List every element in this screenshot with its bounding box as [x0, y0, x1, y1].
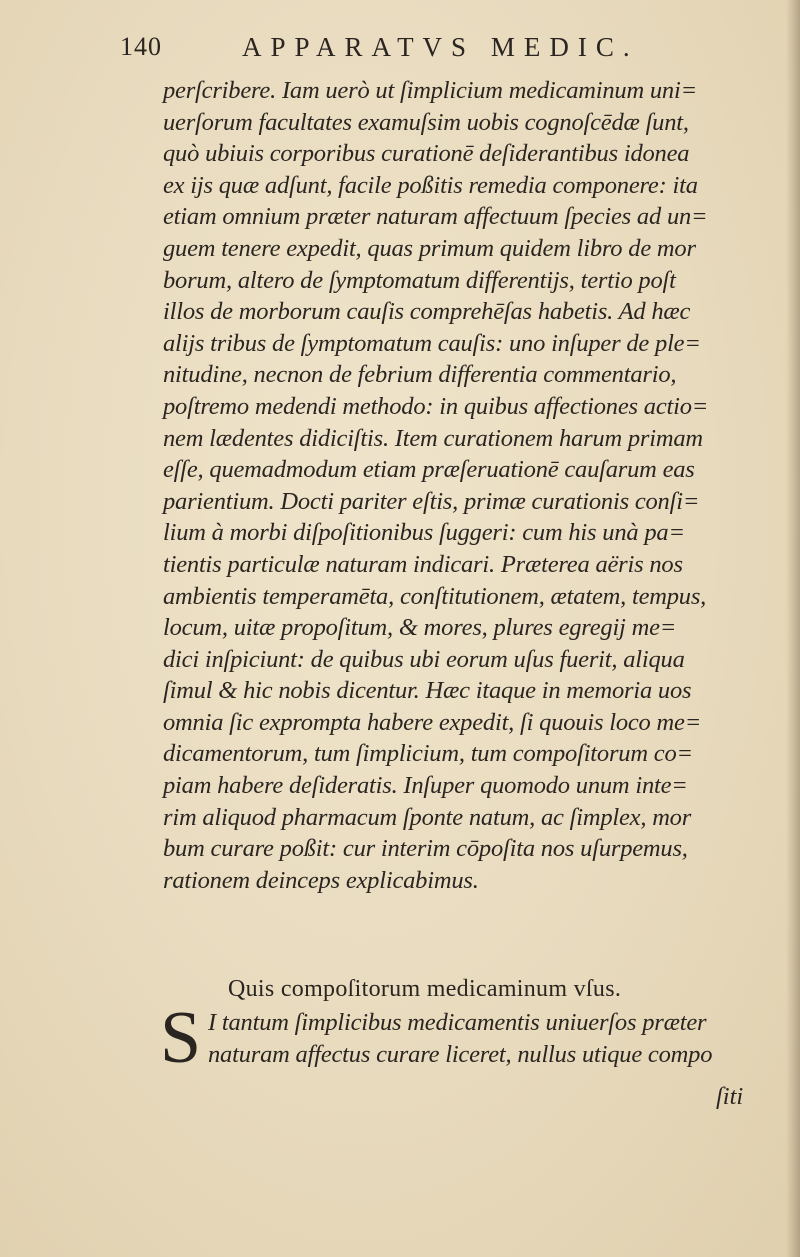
page-header [120, 32, 700, 72]
text-line: etiam omnium præter naturam affectuum ſpecies ad un= [163, 203, 708, 231]
body-text [163, 75, 763, 896]
running-head: APPARATVS MEDIC. [242, 32, 639, 62]
text-line: tientis particulæ naturam indicari. Præterea aëris nos [163, 550, 683, 578]
text-line: piam habere deſideratis. Inſuper quomodo unum inte= [163, 772, 688, 800]
text-line: locum, uitæ propoſitum, & mores, plures egregij me= [163, 614, 677, 642]
text-line: borum, altero de ſymptomatum differentijs, tertio poſt [163, 266, 676, 294]
text-line: eſſe, quemadmodum etiam præſeruationē cauſarum eas [163, 456, 695, 484]
text-line: bum curare poßit: cur interim cōpoſita nos uſurpemus, [163, 835, 688, 863]
text-line: nem lædentes didiciſtis. Item curationem harum primam [163, 424, 703, 452]
text-line: parientium. Docti pariter eſtis, primæ curationis conſi= [163, 487, 700, 515]
text-line: dicamentorum, tum ſimplicium, tum compoſitorum co= [163, 740, 693, 768]
text-line: omnia ſic exprompta habere expedit, ſi quouis loco me= [163, 708, 702, 736]
text-line: ambientis temperamēta, conſtitutionem, ætatem, tempus, [163, 582, 707, 610]
text-line: naturam affectus curare liceret, nullus utique compo [208, 1040, 713, 1068]
text-line: nitudine, necnon de febrium differentia commentario, [163, 361, 677, 389]
catchword: ſiti [716, 1083, 744, 1110]
text-line: guem tenere expedit, quas primum quidem libro de mor [163, 234, 696, 262]
second-paragraph [208, 1007, 768, 1070]
text-line: rim aliquod pharmacum ſponte natum, ac ſimplex, mor [163, 803, 692, 831]
text-line: quò ubiuis corporibus curationē deſiderantibus idonea [163, 140, 690, 168]
text-line: perſcribere. Iam uerò ut ſimplicium medicaminum uni= [163, 77, 697, 104]
text-line: poſtremo medendi methodo: in quibus affectiones actio= [163, 392, 709, 420]
text-line: alijs tribus de ſymptomatum cauſis: uno inſuper de ple= [163, 329, 701, 357]
text-line: ſimul & hic nobis dicentur. Hæc itaque in memoria uos [163, 677, 692, 705]
text-line: dici inſpiciunt: de quibus ubi eorum uſus fuerit, aliqua [163, 645, 685, 673]
text-line: I tantum ſimplicibus medicamentis uniuerſos præter [208, 1009, 707, 1036]
page-edge-shadow [786, 0, 800, 1257]
page-number: 140 [120, 32, 162, 61]
text-line: lium à morbi diſpoſitionibus ſuggeri: cum his unà pa= [163, 519, 685, 547]
text-line: rationem deinceps explicabimus. [163, 866, 479, 894]
drop-initial: S [160, 997, 202, 1079]
section-heading: Quis compoſitorum medicaminum vſus. [228, 976, 622, 1002]
text-line: illos de morborum cauſis comprehēſas habetis. Ad hæc [163, 298, 691, 326]
text-line: uerſorum facultates examuſsim uobis cognoſcēdæ ſunt, [163, 108, 689, 136]
text-line: ex ijs quæ adſunt, facile poßitis remedia componere: ita [163, 171, 698, 199]
